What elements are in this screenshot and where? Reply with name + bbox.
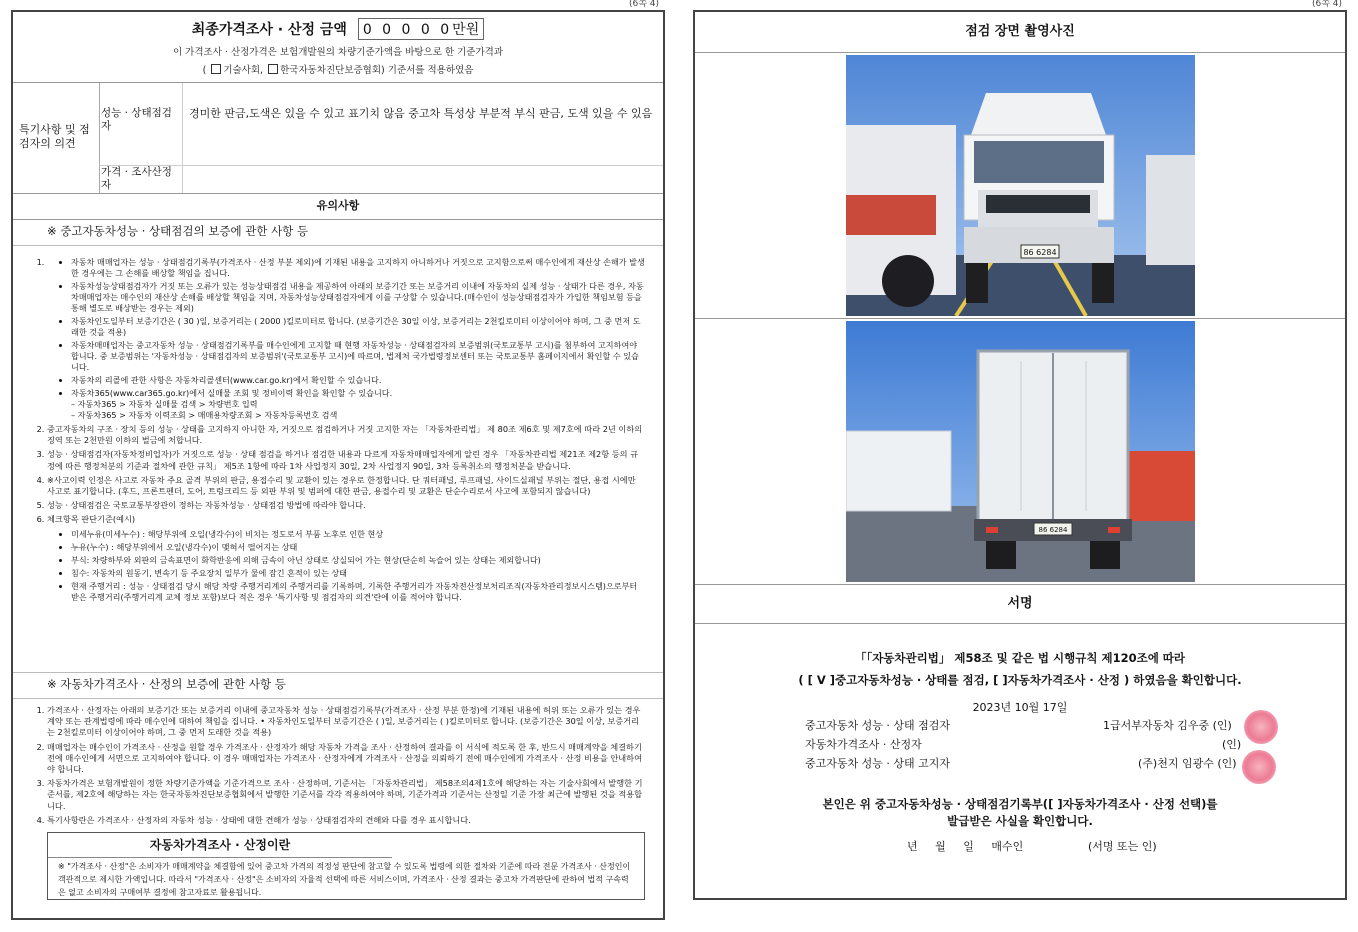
buyer-signature[interactable]: (서명 또는 인) — [1088, 840, 1157, 853]
price-unit: 만원 — [452, 22, 480, 38]
list-subline: – 자동차365 > 자동차 이력조회 > 매매용차량조회 > 자동차등록번호 검색 — [71, 410, 338, 420]
photo-cell-rear — [695, 319, 1345, 585]
option-kadia: 한국자동차진단보증협회 — [280, 65, 382, 76]
signature-section — [695, 624, 1345, 874]
list-item: 4. ※사고이력 인정은 사고로 자동차 주요 골격 부위의 판금, 용접수리 및 교환이 있는 경우로 한정합니다. 단 쿼터패널, 루프패널, 사이드실패널 부위는 절단, 용접 시에만 사고로 표기합니다. (후드, 프론트펜더, 도어, 트렁크리드 등 외판 부위 및 범퍼에 대한 판금, 용접수리 및 교환은 단순수리로서 사고에 포함되지 않습니다) — [47, 475, 645, 497]
final-price-title: 최종가격조사 · 산정 금액 — [191, 22, 347, 38]
list-item: • 자동차성능상태점검자가 거짓 또는 오류가 있는 성능상태점검 내용을 제공하여 아래의 보증기간 또는 보증거리 이내에 자동차의 실제 성능 · 상태가 다른 경우, 자동차매매업자는 매수인의 재산상 손해를 배상할 책임을 지며, 자동차성능상태점검자에게 이를 구상할 수 있습니다.(매수인이 성능상태점검자가 가입한 책임보험 등을 통해 별도로 배상받는 경우는 제외) — [71, 281, 645, 314]
opinion-section — [13, 83, 663, 194]
price-info-text: ※ "가격조사 · 산정"은 소비자가 매매계약을 체결함에 있어 중고차 가격의 적정성 판단에 참고할 수 있도록 법령에 의한 절차와 기준에 따라 전문 가격조사 · 산정인이 객관적으로 제시한 가액입니다. 따라서 "가격조사 · 산정"은 소비자의 자율적 선택에 따른 서비스이며, 가격조사 · 산정 결과는 중고차 가격판단에 관하여 법적 구속력은 없고 소비자의 구매여부 결정에 참고자료로 활용됩니다. — [58, 862, 631, 897]
list-item: 4. 특기사항란은 가격조사 · 산정자의 자동차 성능 · 상태에 대한 견해가 성능 · 상태점검자의 견해와 다를 경우 표시합니다. — [47, 815, 645, 826]
sign-statement-line1: 「「자동차관리법」 제58조 및 같은 법 시행규칙 제120조에 따라 — [854, 651, 1186, 665]
final-price-section — [13, 18, 663, 83]
list-item: 2. 매매업자는 매수인이 가격조사 · 산정을 원할 경우 가격조사 · 산정자가 해당 자동차 가격을 조사 · 산정하여 결과를 이 서식에 적도록 한 후, 반드시 매매계약을 체결하기 전에 매수인에게 서면으로 고지하여야 합니다. 이 경우 매매업자는 가격조사 · 산정자에게 가격조사 · 산정을 의뢰하기 전에 매수인에게 가격조사 · 산정 비용을 안내하여야 합니다. — [47, 742, 645, 776]
list-item: • 누유(누수) : 해당부위에서 오일(냉각수)이 맺혀서 떨어지는 상태 — [71, 542, 645, 553]
page-number: (6쪽 4) — [629, 0, 660, 9]
price-description-tail: 기준서를 적용하였음 — [387, 65, 474, 76]
inspector-opinion[interactable]: 경미한 판금,도색은 있을 수 있고 표기치 않음 중고차 특성상 부분적 부식 판금, 도색 있을 수 있음 — [189, 107, 653, 120]
list-item: • 자동차의 리콜에 관한 사항은 자동차리콜센터(www.car.go.kr)에서 확인할 수 있습니다. — [71, 375, 645, 386]
list-item: • 침수: 자동차의 원동기, 변속기 등 주요장치 일부가 물에 잠긴 흔적이 있는 상태 — [71, 568, 645, 579]
appraiser-label: 가격 · 조사산정자 — [99, 165, 183, 193]
list-item: 3. 성능 · 상태점검자(자동차정비업자)가 거짓으로 성능 · 상태 점검을 하거나 점검한 내용과 다르게 자동차매매업자에게 알린 경우 「자동차관리법 제21조 제2항 등의 규정에 따른 행정처분의 기준과 절차에 관한 규칙」 제5조 1항에 따라 1차 사업정지 30일, 2차 사업정지 90일, 3차 등록취소의 행정처분을 받습니다. — [47, 449, 645, 471]
list-item — [47, 257, 645, 421]
list-item: 3. 자동차가격은 보험개발원이 정한 차량기준가액을 기준가격으로 조사 · 산정하며, 기준서는 「자동차관리법」 제58조의4제1호에 해당하는 자는 기술사회에서 발행한 기준서를, 제2호에 해당하는 자는 한국자동차진단보증협회에서 발행한 기준서를 각각 적용하여야 하며, 기준가격과 기준서는 산정일 기준 가장 최근에 발행된 것을 적용합니다. — [47, 778, 645, 812]
inspection-record-right-page — [693, 10, 1347, 900]
list-item: • 자동차인도일부터 보증기간은 ( 30 )일, 보증거리는 ( 2000 )킬로미터로 합니다. (보증기간은 30일 이상, 보증거리는 2천킬로미터 이상이어야 하며, 그 중 먼저 도래한 것을 적용) — [71, 316, 645, 338]
price-standard-options: ( 기술사회, 한국자동차진단보증협회) 기준서를 적용하였음 — [202, 65, 474, 76]
section1-title: ※ 중고자동차성능 · 상태점검의 보증에 관한 사항 등 — [13, 220, 663, 246]
price-info-title: 자동차가격조사 · 산정이란 — [48, 833, 392, 858]
price-amount: 0 0 0 0 0 — [362, 22, 453, 38]
truck-rear-photo — [846, 321, 1195, 582]
list-item: • 1. 자동차 매매업자는 성능 · 상태점검기록부(가격조사 · 산정 부분 제외)에 기재된 내용을 고지하지 아니하거나 거짓으로 고지함으로써 매수인에게 재산상 손해가 발생한 경우에는 그 손해를 배상할 책임을 집니다. — [71, 257, 645, 279]
truck-front-photo — [846, 55, 1195, 316]
inspector-seal — [1244, 710, 1278, 744]
sign-date: 2023년 10월 17일 — [972, 701, 1068, 714]
notifier-name[interactable]: (주)천지 임광수 (인) — [1138, 757, 1237, 770]
list-subline: – 자동차365 > 자동차 실매물 검색 > 차량번호 입력 — [71, 399, 258, 409]
inspector-label: 성능 · 상태점검자 — [99, 83, 183, 165]
list-item: • 자동차매매업자는 중고자동차 성능 · 상태점검기록부를 매수인에게 고지할 때 현행 자동차성능 · 상태점검자의 보증범위(국토교통부 고시)를 첨부하여 고지하여야 합니다. 중 보증범위는 '자동차성능 · 상태점검자의 보증범위'(국토교통부 고시)에 따르며, 법제처 국가법령정보센터 또는 국토교통부 홈페이지에서 확인할 수 있습니다. — [71, 340, 645, 373]
list-item: 1. 가격조사 · 산정자는 아래의 보증기간 또는 보증거리 이내에 중고자동차 성능 · 상태점검기록부(가격조사 · 산정 부분 한정)에 기재된 내용에 허위 또는 오류가 있는 경우 계약 또는 관계법령에 따라 매수인에 대하여 책임을 집니다. • 자동차인도일부터 보증기간은 ( )일, 보증거리는 ( )킬로미터로 합니다. (보증기간은 30일 이상, 보증거리는 2천킬로미터 이상이어야 하며, 그 중 먼저 도래한 것을 적용) — [47, 705, 645, 739]
signature-section-title: 서명 — [695, 585, 1345, 624]
price-info-box — [47, 832, 645, 900]
list-item: • 미세누유(미세누수) : 해당부위에 오일(냉각수)이 비치는 정도로서 부품 노후로 인한 현상 — [71, 529, 645, 540]
list-item — [71, 388, 645, 421]
appraiser-name[interactable]: (인) — [1222, 738, 1242, 751]
page-number: (6쪽 4) — [1312, 0, 1343, 9]
inspector-name[interactable]: 1급서부자동차 김우중 (인) — [1103, 719, 1232, 732]
list-item-text: 자동차365(www.car365.go.kr)에서 실매물 조회 및 정비이력 확인을 확인할 수 있습니다. — [71, 388, 393, 398]
section2-list — [13, 699, 663, 835]
checkbox-kadia[interactable] — [268, 64, 278, 74]
list-item: • 부식: 차량하부와 외판의 금속표면이 화학반응에 의해 금속이 아닌 상태로 상실되어 가는 현상(단순히 녹슬어 있는 상태는 제외합니다) — [71, 555, 645, 566]
section2-title: ※ 자동차가격조사 · 산정의 보증에 관한 사항 등 — [13, 672, 663, 699]
buyer-date-line: 년 월 일 매수인 — [907, 840, 1024, 853]
list-item-text: 체크항목 판단기준(예시) — [47, 514, 136, 525]
notice-title: 유의사항 — [13, 194, 663, 220]
list-item: 5. 성능 · 상태점검은 국토교통부장관이 정하는 자동차성능 · 상태점검 방법에 따라야 합니다. — [47, 500, 645, 511]
list-item — [47, 514, 645, 602]
list-item: 2. 중고자동차의 구조 · 장치 등의 성능 · 상태를 고지하지 아니한 자, 거짓으로 점검하거나 거짓 고지한 자는 「자동차관리법」 제 80조 제6호 및 제7호에 따라 2년 이하의 징역 또는 2천만원 이하의 벌금에 처합니다. — [47, 424, 645, 446]
price-description: 이 가격조사 · 산정가격은 보험개발원의 차량기준가액을 바탕으로 한 기준가격과 — [172, 47, 504, 58]
confirm-line1: 본인은 위 중고자동차성능 · 상태점검기록부([ ]자동차가격조사 · 산정 선택)를 — [822, 797, 1218, 811]
license-plate: 86 6284 — [1038, 526, 1068, 534]
opinion-label: 특기사항 및 점검자의 의견 — [19, 123, 90, 150]
inspection-record-left-page — [11, 10, 665, 920]
appraiser-role: 자동차가격조사 · 산정자 — [805, 738, 922, 751]
checkbox-tech-society[interactable] — [211, 64, 221, 74]
list-item: • 현재 주행거리 : 성능 · 상태점검 당시 해당 차량 주행거리계의 주행거리를 기록하며, 기록한 주행거리가 자동차전산정보처리조직(자동차관리정보시스템)으로부터 받은 주행거리(주행거리계 교체 정보 포함)보다 적은 경우 '특기사항 및 점검자의 의견'란에 이를 적어야 합니다. — [71, 581, 645, 603]
notifier-seal — [1242, 750, 1276, 784]
option-tech-society: 기술사회 — [223, 65, 261, 76]
notifier-role: 중고자동차 성능 · 상태 고지자 — [805, 757, 950, 770]
inspector-role: 중고자동차 성능 · 상태 점검자 — [805, 719, 950, 732]
section1-list — [13, 246, 663, 672]
photo-cell-front — [695, 53, 1345, 319]
sign-statement-line2: ( [ V ]중고자동차성능 · 상태를 점검, [ ]자동차가격조사 · 산정 ) 하였음을 확인합니다. — [798, 673, 1242, 687]
photo-section-title: 점검 장면 촬영사진 — [695, 12, 1345, 53]
license-plate: 86 6284 — [1023, 248, 1057, 257]
confirm-line2: 발급받은 사실을 확인합니다. — [947, 814, 1093, 828]
price-amount-box[interactable] — [358, 18, 484, 40]
